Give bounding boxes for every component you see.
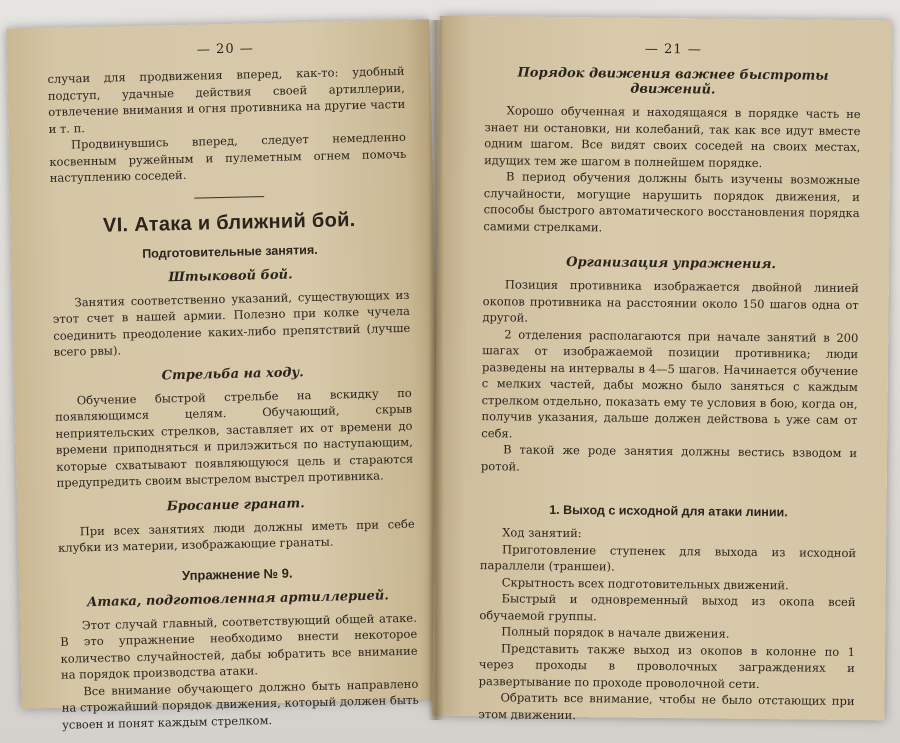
section-divider <box>194 196 264 199</box>
exercise-heading: Упражнение № 9. <box>181 565 293 583</box>
exit-heading: 1. Выход с исходной для атаки линии. <box>549 502 788 520</box>
org-text-1: Позиция противника изображается двойной линией окопов противника на расстоянии около 150 шагов одна от другой. <box>482 277 859 325</box>
exit-text-4: Полный порядок в начале движения. <box>501 624 730 641</box>
left-para-2: Продвинувшись вперед, следует немедленно косвенным ружейным и пулеметным огнем помочь наступлению соседей. <box>49 129 407 185</box>
bayonet-heading: Штыковой бой. <box>168 266 293 285</box>
attack-text-2: Все внимание обучающего должно быть направлено на строжайший порядок движения, который должен быть усвоен и понят каждым стрелком. <box>61 676 419 732</box>
left-page-number: — 20 — <box>196 41 254 58</box>
right-page <box>432 16 891 721</box>
exit-text-2: Скрытность всех подготовительных движений. <box>501 574 789 592</box>
grenades-heading: Бросание гранат. <box>166 495 305 514</box>
organization-heading: Организация упражнения. <box>566 254 777 273</box>
shooting-heading: Стрельба на ходу. <box>161 364 304 383</box>
order-text-1: Хорошо обученная и находящаяся в порядке часть не знает ни остановки, ни колебаний, так как все идут вместе одним шагом. Все видят своих соседей на своих местах, идущих тем же шагом в полнейшем порядке. <box>484 103 861 170</box>
bayonet-text: Занятия соответственно указаний, существующих из этот счет в нашей армии. Полезно при колке чучела соединить преодоление каких-либо препятствий (лучше всего рвы). <box>52 287 411 359</box>
grenades-text: При всех занятиях люди должны иметь при себе клубки из материи, изображающие гранаты. <box>57 516 415 555</box>
exit-text-1: Приготовление ступенек для выхода из исходной параллели (траншеи). <box>479 541 857 574</box>
attack-heading: Атака, подготовленная артиллерией. <box>86 587 389 610</box>
exit-course: Ход занятий: <box>502 525 582 541</box>
exit-text-6: Обратить все внимание, чтобы не было отстающих при этом движении. <box>478 690 855 722</box>
section-title: VI. Атака и ближний бой. <box>102 208 356 237</box>
subsection-title: Подготовительные занятия. <box>142 242 318 261</box>
org-text-2: 2 отделения располагаются при начале занятий в 200 шагах от изображаемой позиции противника; люди разведены на интервалы в 4—5 шагов. Начинается обучение с мелких частей, дабы можно было заняться с каждым стрелком отдельно, показать ему те условия в бою, когда он, получив указания, дальше должен действова ь уже сам от себя. <box>481 326 859 440</box>
org-text-3: В такой же роде занятия должны вестись взводом и ротой. <box>480 442 858 474</box>
order-text-2: В период обучения должны быть изучены возможные случайности, могущие нарушить порядок движения, и способы быстрого автоматического восстановления порядка самими стрелками. <box>483 169 861 234</box>
left-para-1: случаи для продвижения вперед, как-то: удобный подступ, удачные действия своей артиллерии, отвлечение внимания и огня противника на другие части и т. п. <box>47 63 406 136</box>
attack-text-1: Этот случай главный, соответствующий общей атаке. В это упражнение необходимо внести некоторое количество случайностей, дабы юбратить все внимание на порядок производства атаки. <box>60 610 418 682</box>
left-page <box>6 19 444 732</box>
right-page-number: — 21 — <box>644 41 702 58</box>
book-spine-shadow <box>428 20 444 720</box>
exit-text-5: Представить также выход из окопов в колонне по 1 через проходы в проволочных заграждениях и развертывание по проходе проволочной сети. <box>478 640 856 691</box>
order-heading: Порядок движения важнее быстроты движений. <box>517 65 829 98</box>
shooting-text: Обучение быстрой стрельбе на вскидку по появляющимся целям. Обучающий, скрыв неприятельских стрелков, заставляет их от времени до времени приподняться и прилэжиться по наступающим, которые схватывают появляющуюся цель и стараются предупредить своим выстрелом выстрел противника. <box>54 385 414 490</box>
exit-text-3: Быстрый и одновременный выход из окопа всей обучаемой группы. <box>479 591 856 623</box>
